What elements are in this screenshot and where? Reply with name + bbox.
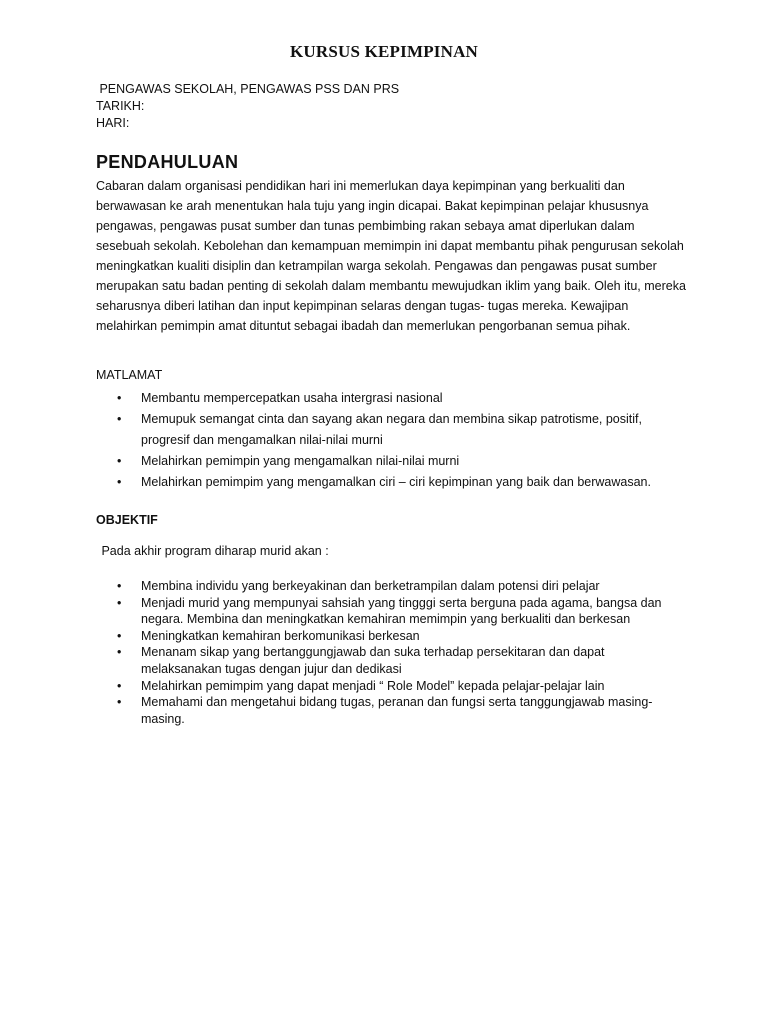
list-item: • Membina individu yang berkeyakinan dan berketrampilan dalam potensi diri pelajar (96, 578, 676, 595)
pendahuluan-paragraph: Cabaran dalam organisasi pendidikan hari ini memerlukan daya kepimpinan yang berkualiti dan berwawasan ke arah menentukan hala tuju yang ingin dicapai. Bakat kepimpinan pelajar khususnya pengawas, pengawas pusat sumber dan tunas pembimbing rakan sebaya amat diperlukan dalam sesebuah sekolah. Kebolehan dan kemampuan memimpin ini dapat membantu pihak pengurusan sekolah meningkatkan kualiti disiplin dan ketrampilan warga sekolah. Pengawas dan pengawas pusat sumber merupakan satu badan penting di sekolah dalam membantu mewujudkan iklim yang baik. Oleh itu, mereka seharusnya diberi latihan dan input kepimpinan selaras dengan tugas- tugas mereka. Kewajipan melahirkan pemimpin amat dituntut sebagai ibadah dan memerlukan pengorbanan semua pihak. (96, 179, 686, 333)
tarikh-label: TARIKH: (96, 99, 145, 113)
list-item: • Membantu mempercepatkan usaha intergrasi nasional (96, 388, 676, 409)
list-item: • Menanam sikap yang bertanggungjawab dan suka terhadap persekitaran dan dapat melaksanakan tugas dengan jujur dan dedikasi (96, 644, 676, 677)
list-item: • Memahami dan mengetahui bidang tugas, peranan dan fungsi serta tanggungjawab masing-masing. (96, 694, 676, 727)
hari-label: HARI: (96, 116, 130, 130)
document-meta (96, 81, 399, 132)
list-item: • Melahirkan pemimpin yang mengamalkan nilai-nilai murni (96, 451, 676, 472)
list-item: • Memupuk semangat cinta dan sayang akan negara dan membina sikap patrotisme, positif, progresif dan mengamalkan nilai-nilai murni (96, 409, 676, 451)
matlamat-list (96, 388, 676, 493)
list-item: • Meningkatkan kemahiran berkomunikasi berkesan (96, 628, 676, 645)
objektif-lead: Pada akhir program diharap murid akan : (98, 544, 329, 558)
document-title: KURSUS KEPIMPINAN (289, 42, 479, 61)
list-item: • Melahirkan pemimpim yang dapat menjadi “ Role Model” kepada pelajar-pelajar lain (96, 678, 676, 695)
list-item: • Menjadi murid yang mempunyai sahsiah yang tingggi serta berguna pada agama, bangsa dan negara. Membina dan meningkatkan kemahiran memimpin yang berkualiti dan berkesan (96, 595, 676, 628)
list-item: • Melahirkan pemimpim yang mengamalkan ciri – ciri kepimpinan yang baik dan berwawasan. (96, 472, 676, 493)
matlamat-heading: MATLAMAT (96, 368, 163, 382)
pendahuluan-heading: PENDAHULUAN (96, 152, 239, 172)
objektif-heading: OBJEKTIF (96, 513, 158, 527)
objektif-list (96, 578, 676, 727)
audience-line: PENGAWAS SEKOLAH, PENGAWAS PSS DAN PRS (96, 82, 400, 96)
